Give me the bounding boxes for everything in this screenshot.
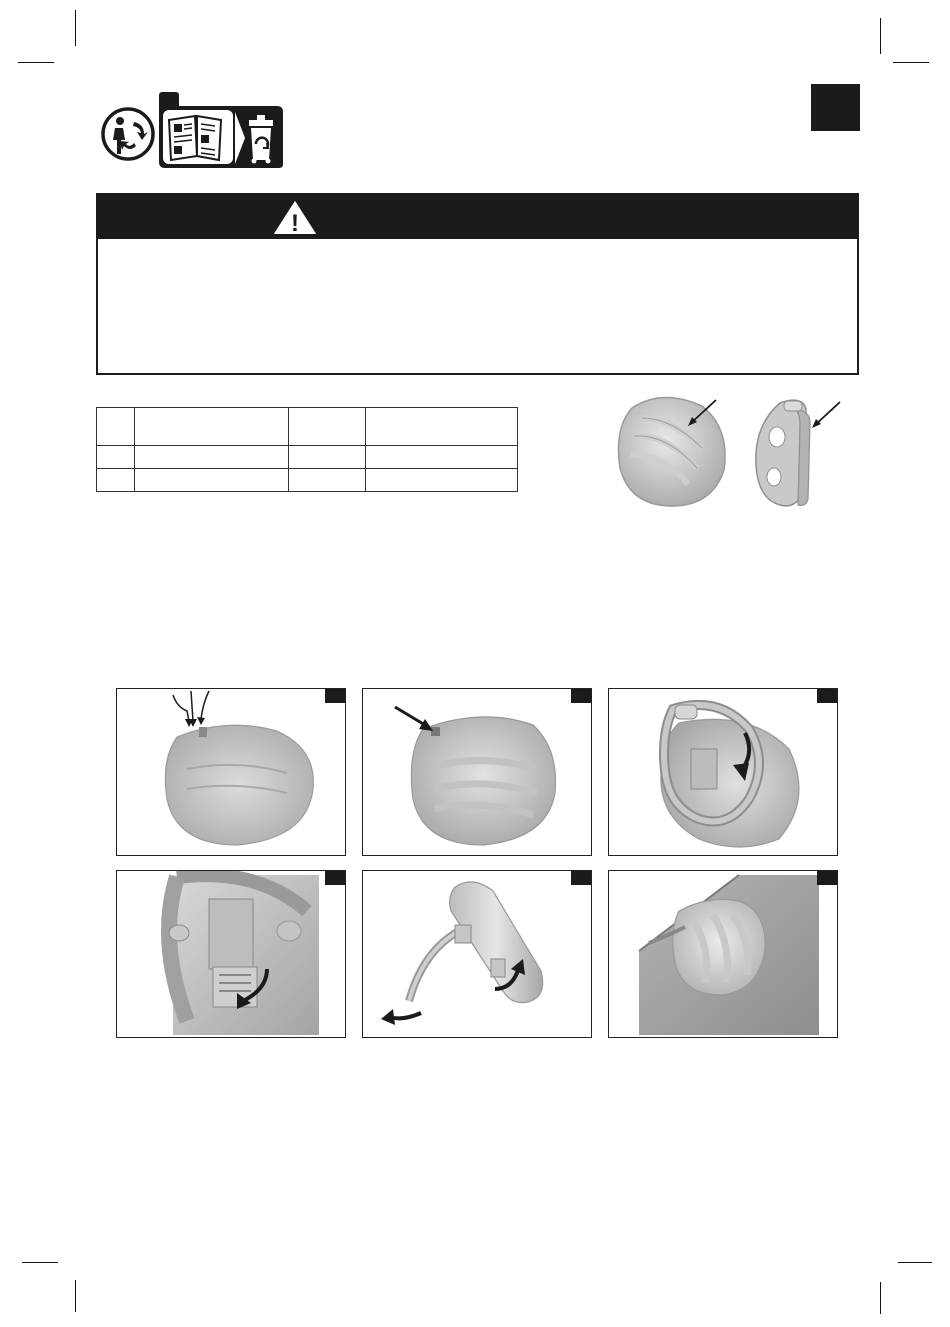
crop-mark-top-right-v [880, 18, 881, 54]
step-number-badge [571, 689, 591, 703]
triman-recycling-icon [100, 106, 156, 162]
crop-mark-top-left-h [18, 62, 54, 63]
table-cell [366, 446, 518, 469]
crop-mark-bottom-left-h [22, 1262, 58, 1263]
crop-mark-bottom-right-h [898, 1262, 932, 1263]
step-number-badge [325, 689, 345, 703]
step-number-badge [817, 689, 837, 703]
table-row [97, 446, 518, 469]
crop-mark-top-left-v [75, 10, 76, 46]
warning-symbol: ! [291, 210, 299, 237]
warning-triangle-icon [270, 197, 320, 237]
step-6-illustration [608, 870, 838, 1038]
table-cell [289, 469, 366, 492]
pointer-arrow-icon [810, 400, 842, 430]
table-cell [135, 408, 289, 446]
parts-table [96, 407, 518, 492]
step-2-illustration [362, 688, 592, 856]
table-row [97, 469, 518, 492]
warning-box [96, 193, 859, 375]
table-cell [366, 408, 518, 446]
table-cell [289, 408, 366, 446]
step-3-illustration [608, 688, 838, 856]
manual-recycling-badge [157, 90, 285, 170]
table-row [97, 408, 518, 446]
table-cell [366, 469, 518, 492]
table-cell [97, 408, 135, 446]
pointer-arrow-icon [686, 398, 718, 428]
warning-header-bar [98, 195, 857, 239]
table-cell [135, 446, 289, 469]
crop-mark-bottom-left-v [75, 1280, 76, 1312]
table-cell [97, 469, 135, 492]
step-4-illustration [116, 870, 346, 1038]
crop-mark-top-right-h [893, 62, 929, 63]
step-number-badge [325, 871, 345, 885]
step-number-badge [571, 871, 591, 885]
crop-mark-bottom-right-v [880, 1282, 881, 1314]
step-number-badge [817, 871, 837, 885]
step-5-illustration [362, 870, 592, 1038]
table-cell [97, 446, 135, 469]
table-cell [289, 446, 366, 469]
table-cell [135, 469, 289, 492]
step-1-illustration [116, 688, 346, 856]
language-tab-block [811, 84, 860, 131]
